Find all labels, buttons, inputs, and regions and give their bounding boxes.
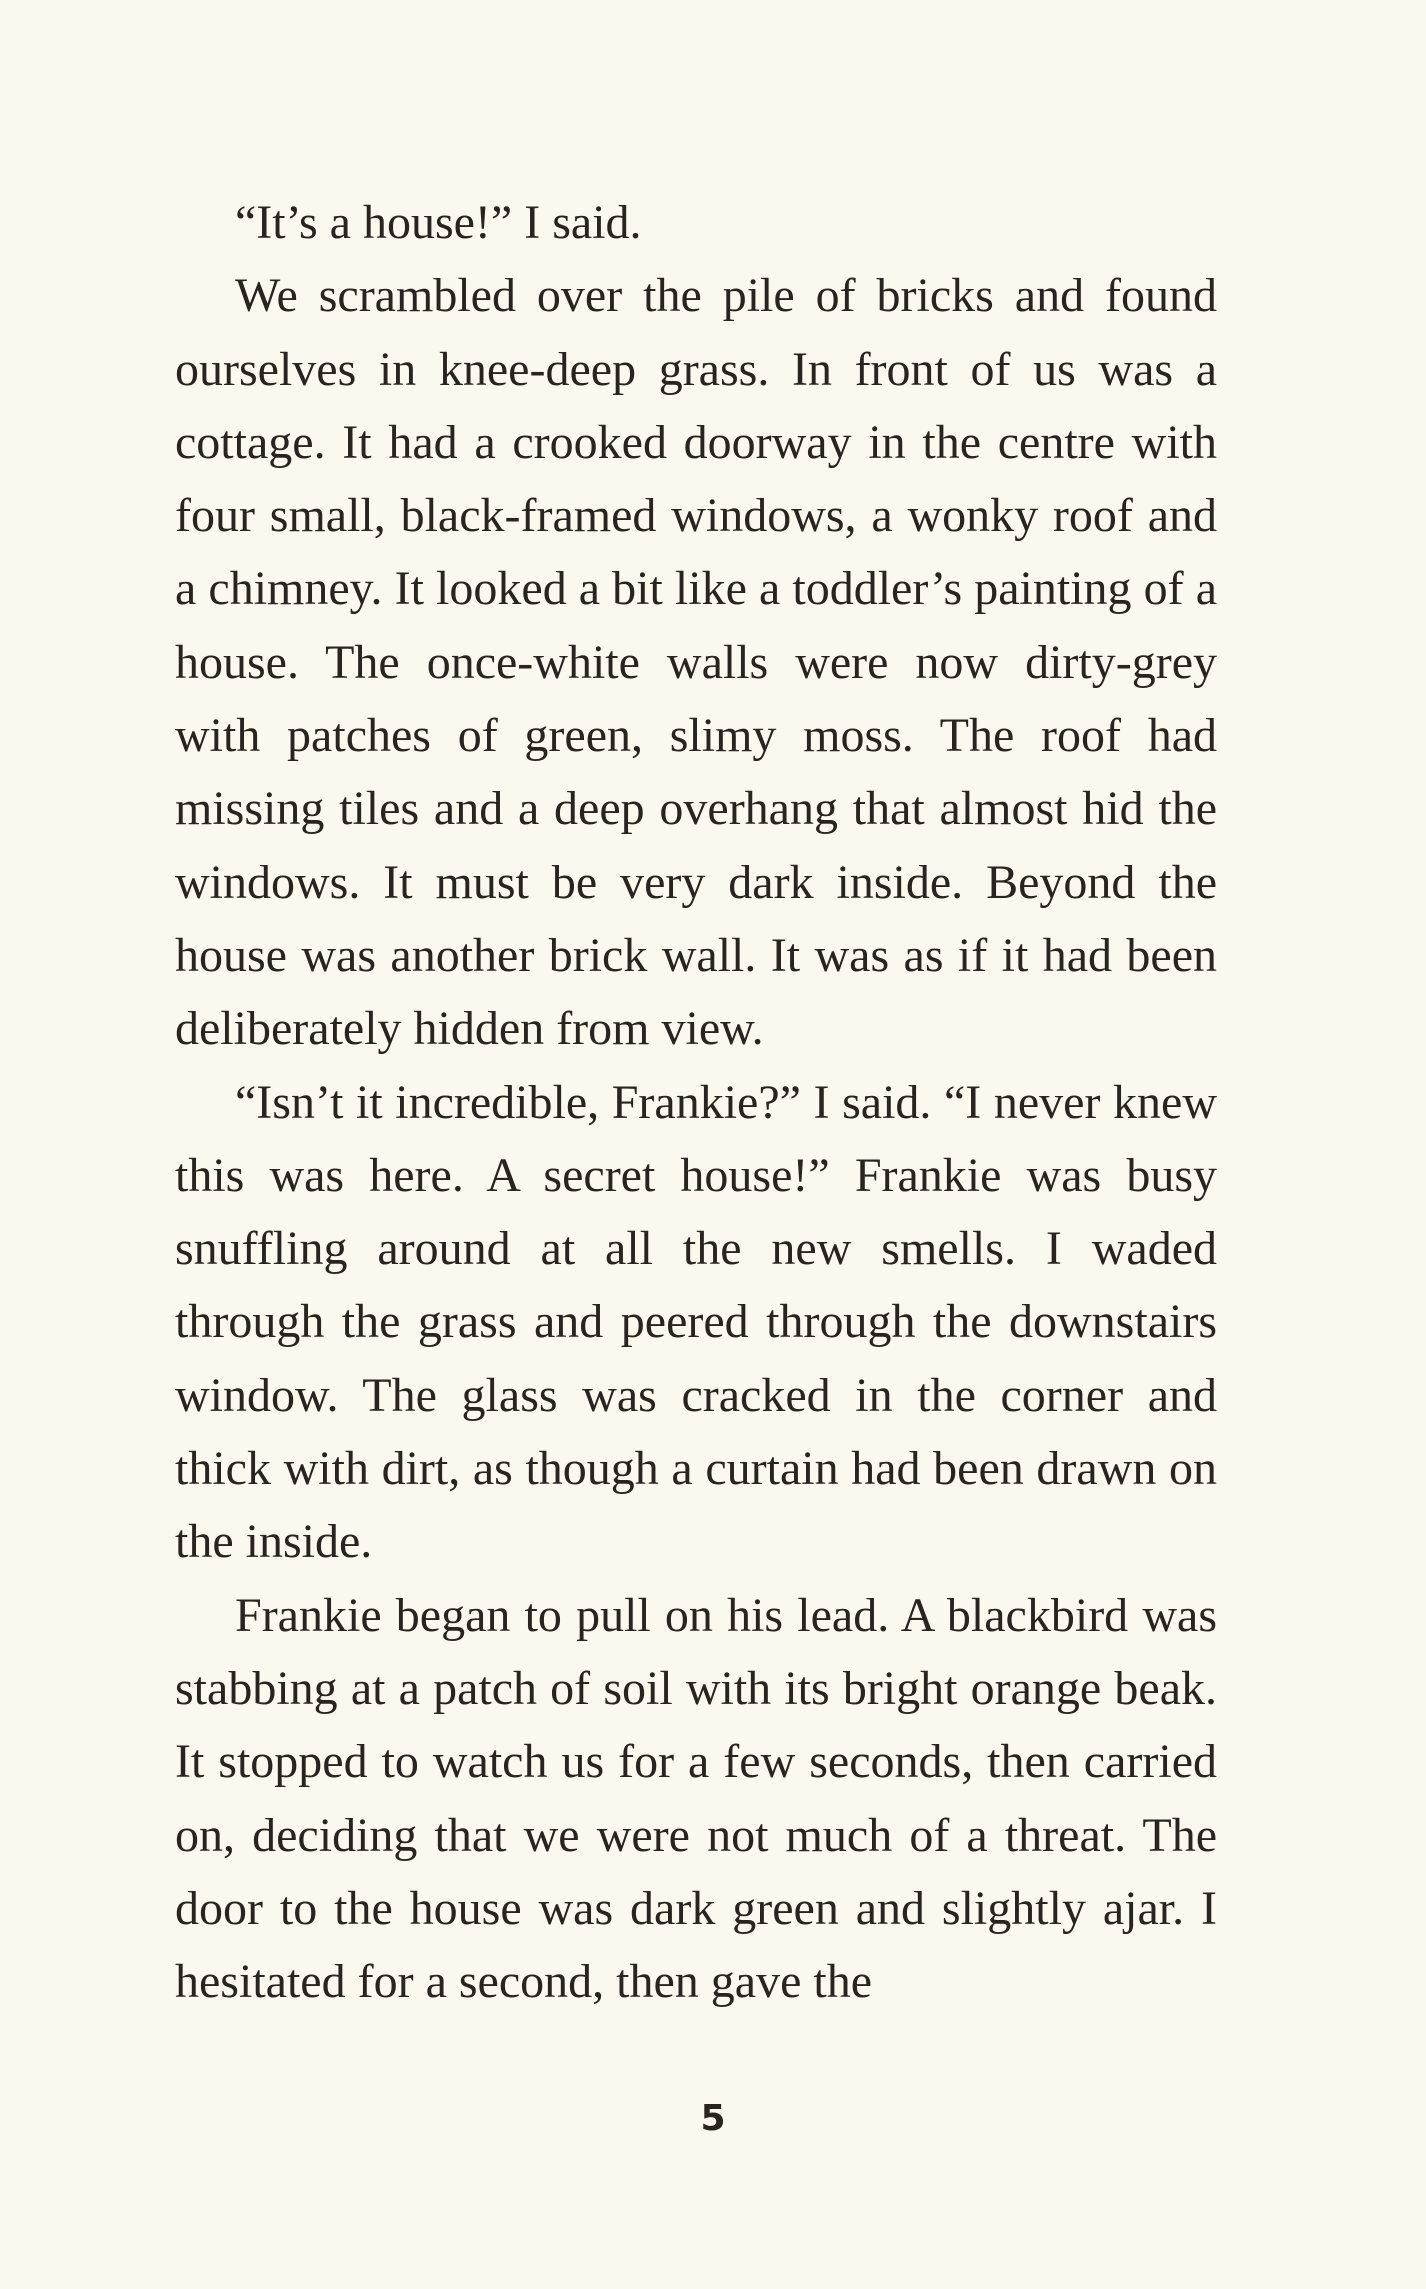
body-text — [175, 186, 1217, 2018]
paragraph-1: “It’s a house!” I said. — [235, 196, 642, 249]
paragraph-4: Frankie began to pull on his lead. A blackbird was stabbing at a patch of soil with its bright orange beak. It stopped to watch us for a few seconds, then carried on, deciding that we were not much of a threat. The door to the house was dark green and slightly ajar. I hesitated for a second, then gave the — [175, 1588, 1217, 2009]
paragraph-3: “Isn’t it incredible, Frankie?” I said. “I never knew this was here. A secret house!” Frankie was busy snuffling around at all the new smells. I waded through the grass and peered through the downstairs window. The glass was cracked in the corner and thick with dirt, as though a curtain had been drawn on the inside. — [175, 1075, 1217, 1569]
page-number: 5 — [700, 2098, 726, 2139]
paragraph-2: We scrambled over the pile of bricks and found ourselves in knee-deep grass. In front of us was a cottage. It had a crooked doorway in the centre with four small, black-framed windows, a wonky roof and a chimney. It looked a bit like a toddler’s painting of a house. The once-white walls were now dirty-grey with patches of green, slimy moss. The roof had missing tiles and a deep overhang that almost hid the windows. It must be very dark inside. Beyond the house was another brick wall. It was as if it had been deliberately hidden from view. — [175, 269, 1217, 1056]
